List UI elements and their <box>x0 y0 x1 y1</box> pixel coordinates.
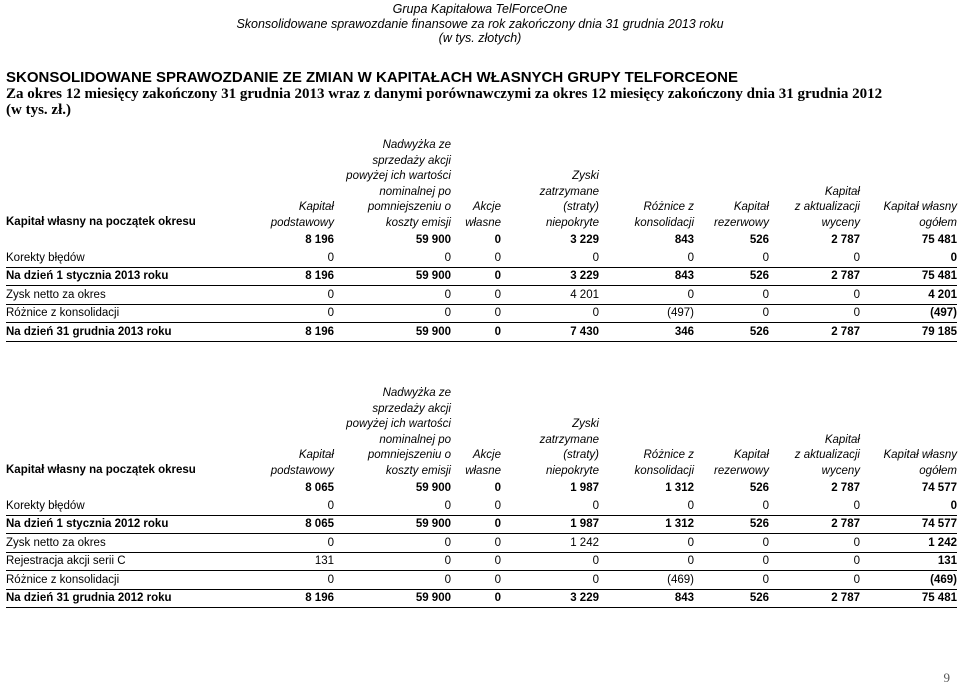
table-cell: 0 <box>260 534 334 553</box>
table-cell: 0 <box>769 497 860 515</box>
table-cell: 8 065 <box>260 515 334 534</box>
row-label: Rejestracja akcji serii C <box>6 552 260 571</box>
table-row <box>6 552 957 571</box>
table-cell: 0 <box>451 249 501 267</box>
opening-balance-label: Kapitał własny na początek okresu <box>6 463 196 476</box>
table-cell: 131 <box>260 552 334 571</box>
table-cell: 526 <box>749 234 769 246</box>
table-cell: 0 <box>334 552 451 571</box>
row-label: Na dzień 31 grudnia 2013 roku <box>6 323 260 342</box>
table-cell: 0 <box>334 571 451 590</box>
column-header-row <box>6 138 957 231</box>
table-cell: 7 430 <box>501 323 599 342</box>
table-cell: 1 312 <box>599 515 694 534</box>
column-header: Nadwyżka ze sprzedaży akcji powyżej ich wartości nominalnej po pomniejszeniu o koszty emisji <box>346 387 451 477</box>
table-cell: 1 987 <box>570 482 599 494</box>
equity-changes-table-2012 <box>6 386 957 608</box>
page-number: 9 <box>943 670 950 685</box>
table-row <box>6 589 957 608</box>
table-cell: 8 065 <box>305 482 334 494</box>
table-cell: 1 242 <box>501 534 599 553</box>
table-cell: 8 196 <box>305 234 334 246</box>
table-row <box>6 286 957 305</box>
table-cell: 0 <box>501 552 599 571</box>
table-cell: 59 900 <box>415 482 451 494</box>
table-cell: 0 <box>769 304 860 323</box>
table-cell: 0 <box>451 534 501 553</box>
equity-changes-table-2013 <box>6 138 957 342</box>
table-cell: 2 787 <box>769 515 860 534</box>
column-header: Kapitał podstawowy <box>270 201 334 229</box>
table-cell: 0 <box>860 497 957 515</box>
table-cell: 0 <box>260 304 334 323</box>
table-cell: 59 900 <box>415 234 451 246</box>
row-label: Korekty błędów <box>6 497 260 515</box>
table-cell: 0 <box>334 286 451 305</box>
table-row <box>6 534 957 553</box>
table-cell: 75 481 <box>921 234 957 246</box>
statement-period: Za okres 12 miesięcy zakończony 31 grudnia 2013 wraz z danymi porównawczymi za okres 12 miesięcy zakończony dnia 31 grudnia 2012 <box>6 86 883 102</box>
table-cell: 0 <box>694 571 769 590</box>
table-cell: 0 <box>694 286 769 305</box>
table-cell: 0 <box>599 497 694 515</box>
opening-balance-row <box>6 231 957 249</box>
table-cell: 59 900 <box>334 589 451 608</box>
table-cell: 3 229 <box>570 234 599 246</box>
header-units: (w tys. złotych) <box>438 31 522 45</box>
table-cell: 8 196 <box>260 589 334 608</box>
table-cell: 0 <box>694 552 769 571</box>
table-cell: 0 <box>451 323 501 342</box>
table-cell: 2 787 <box>831 234 860 246</box>
table-cell: 74 577 <box>860 515 957 534</box>
table-cell: 2 787 <box>769 267 860 286</box>
table-cell: 59 900 <box>334 267 451 286</box>
column-header: Kapitał rezerwowy <box>714 449 769 477</box>
column-header: Kapitał podstawowy <box>270 449 334 477</box>
column-header: Kapitał z aktualizacji wyceny <box>794 433 860 477</box>
table-cell: 4 201 <box>860 286 957 305</box>
table-cell: 0 <box>451 497 501 515</box>
table-cell: 0 <box>501 571 599 590</box>
table-cell: 526 <box>749 482 769 494</box>
table-cell: 0 <box>769 534 860 553</box>
table-cell: 0 <box>694 304 769 323</box>
table-cell: 8 196 <box>260 267 334 286</box>
column-header: Kapitał z aktualizacji wyceny <box>794 185 860 229</box>
table-cell: 0 <box>694 249 769 267</box>
column-header: Różnice z konsolidacji <box>634 449 694 477</box>
table-cell: 346 <box>599 323 694 342</box>
table-cell: 0 <box>334 304 451 323</box>
table-cell: 0 <box>769 552 860 571</box>
table-cell: (497) <box>599 304 694 323</box>
table-cell: 0 <box>451 515 501 534</box>
table-cell: 526 <box>694 589 769 608</box>
table-cell: 1 987 <box>501 515 599 534</box>
table-cell: 0 <box>334 534 451 553</box>
column-header: Różnice z konsolidacji <box>634 201 694 229</box>
table-cell: 59 900 <box>334 515 451 534</box>
table-cell: 0 <box>769 249 860 267</box>
table-cell: 4 201 <box>501 286 599 305</box>
document-header <box>0 0 960 46</box>
column-header: Zyski zatrzymane (straty) niepokryte <box>539 170 599 229</box>
row-label: Zysk netto za okres <box>6 534 260 553</box>
table-cell: 0 <box>494 234 501 246</box>
table-row <box>6 571 957 590</box>
table-cell: 2 787 <box>769 589 860 608</box>
statement-title: SKONSOLIDOWANE SPRAWOZDANIE ZE ZMIAN W KAPITAŁACH WŁASNYCH GRUPY TELFORCEONE <box>6 69 738 86</box>
table-cell: 0 <box>260 286 334 305</box>
table-cell: 0 <box>501 497 599 515</box>
column-header: Kapitał własny ogółem <box>883 449 957 477</box>
header-company: Grupa Kapitałowa TelForceOne <box>392 2 568 16</box>
table-cell: 0 <box>501 249 599 267</box>
table-cell: 131 <box>860 552 957 571</box>
table-cell: 843 <box>674 234 694 246</box>
table-cell: 0 <box>451 267 501 286</box>
table-cell: 0 <box>494 482 501 494</box>
table-cell: 0 <box>860 249 957 267</box>
opening-balance-row <box>6 479 957 497</box>
table-cell: (469) <box>860 571 957 590</box>
table-cell: 2 787 <box>831 482 860 494</box>
table-row <box>6 267 957 286</box>
opening-balance-label: Kapitał własny na początek okresu <box>6 215 196 228</box>
table-row <box>6 304 957 323</box>
table-cell: 74 577 <box>921 482 957 494</box>
column-header: Kapitał rezerwowy <box>714 201 769 229</box>
table-cell: 0 <box>599 286 694 305</box>
column-header-row <box>6 386 957 479</box>
row-label: Na dzień 1 stycznia 2012 roku <box>6 515 260 534</box>
column-header: Zyski zatrzymane (straty) niepokryte <box>539 418 599 477</box>
table-cell: 0 <box>769 571 860 590</box>
table-cell: 0 <box>260 571 334 590</box>
table-cell: 0 <box>599 552 694 571</box>
table-cell: 0 <box>769 286 860 305</box>
table-cell: 0 <box>334 497 451 515</box>
table-cell: 0 <box>260 249 334 267</box>
table-cell: 843 <box>599 267 694 286</box>
table-cell: 1 312 <box>665 482 694 494</box>
table-cell: 79 185 <box>860 323 957 342</box>
table-cell: 0 <box>451 589 501 608</box>
table-cell: 526 <box>694 323 769 342</box>
table-cell: 0 <box>334 249 451 267</box>
table-cell: 8 196 <box>260 323 334 342</box>
column-header: Akcje własne <box>465 449 501 477</box>
table-cell: 75 481 <box>860 267 957 286</box>
table-cell: 0 <box>694 497 769 515</box>
table-cell: 0 <box>451 304 501 323</box>
row-label: Różnice z konsolidacji <box>6 304 260 323</box>
table-cell: (469) <box>599 571 694 590</box>
column-header: Nadwyżka ze sprzedaży akcji powyżej ich wartości nominalnej po pomniejszeniu o koszty emisji <box>346 139 451 229</box>
row-label: Na dzień 1 stycznia 2013 roku <box>6 267 260 286</box>
table-cell: 3 229 <box>501 267 599 286</box>
table-cell: 0 <box>260 497 334 515</box>
table-cell: 75 481 <box>860 589 957 608</box>
header-report-name: Skonsolidowane sprawozdanie finansowe za rok zakończony dnia 31 grudnia 2013 roku <box>236 16 724 31</box>
statement-title-block <box>6 70 956 118</box>
table-cell: 3 229 <box>501 589 599 608</box>
column-header: Akcje własne <box>465 201 501 229</box>
table-cell: 0 <box>451 552 501 571</box>
table-cell: 843 <box>599 589 694 608</box>
table-row <box>6 515 957 534</box>
table-cell: 0 <box>501 304 599 323</box>
table-cell: 526 <box>694 267 769 286</box>
table-cell: 2 787 <box>769 323 860 342</box>
table-cell: 0 <box>451 286 501 305</box>
table-row <box>6 323 957 342</box>
table-cell: 0 <box>694 534 769 553</box>
table-row <box>6 497 957 515</box>
table-cell: 0 <box>451 571 501 590</box>
row-label: Na dzień 31 grudnia 2012 roku <box>6 589 260 608</box>
row-label: Zysk netto za okres <box>6 286 260 305</box>
table-cell: 0 <box>599 534 694 553</box>
column-header: Kapitał własny ogółem <box>883 201 957 229</box>
statement-units: (w tys. zł.) <box>6 102 71 118</box>
table-cell: 1 242 <box>860 534 957 553</box>
table-row <box>6 249 957 267</box>
table-cell: 0 <box>599 249 694 267</box>
table-cell: 526 <box>694 515 769 534</box>
table-cell: (497) <box>860 304 957 323</box>
table-cell: 59 900 <box>334 323 451 342</box>
row-label: Różnice z konsolidacji <box>6 571 260 590</box>
row-label: Korekty błędów <box>6 249 260 267</box>
